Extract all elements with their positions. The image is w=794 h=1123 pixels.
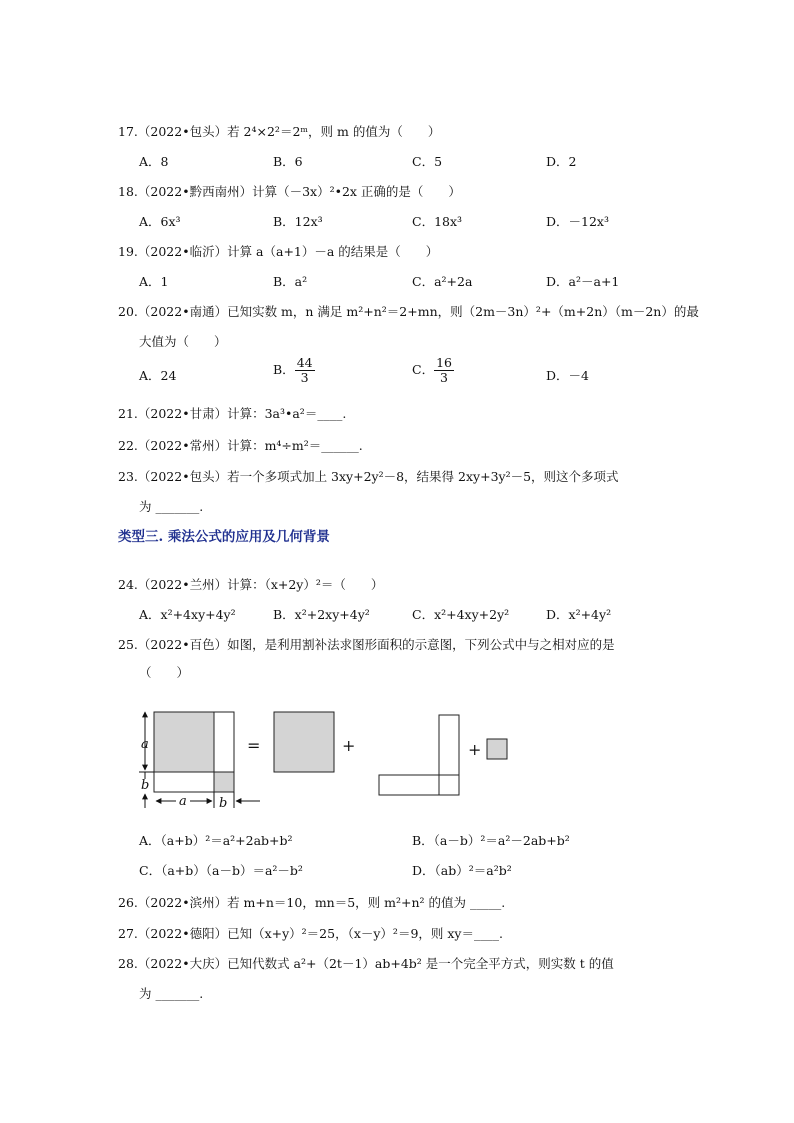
- q18-option-d[interactable]: D．－12x³: [546, 214, 609, 229]
- question-19-stem: 19.（2022•临沂）计算 a（a+1）－a 的结果是（ ）: [118, 244, 439, 259]
- label-a-vertical: a: [141, 737, 149, 752]
- q18-option-a[interactable]: A．6x³: [139, 214, 181, 229]
- strip-bottom: [154, 772, 214, 792]
- q19-option-a[interactable]: A．1: [139, 274, 169, 289]
- question-23-stem-line1: 23.（2022•包头）若一个多项式加上 3xy+2y²－8，结果得 2xy+3y²－5，则这个多项式: [118, 469, 619, 484]
- question-25-stem-line2: （ ）: [139, 665, 190, 680]
- q20-option-a[interactable]: A．24: [139, 368, 177, 383]
- q19-option-b[interactable]: B．a²: [273, 274, 308, 289]
- q25-option-d[interactable]: D．（ab）²＝a²b²: [412, 863, 512, 878]
- strip-corner: [439, 775, 459, 795]
- q18-option-c[interactable]: C．18x³: [412, 214, 463, 229]
- equals-sign: =: [247, 736, 261, 755]
- q25-option-c[interactable]: C．（a+b）（a－b）＝a²－b²: [139, 863, 303, 878]
- question-26-stem: 26.（2022•滨州）若 m+n＝10，mn＝5，则 m²+n² 的值为 _____.: [118, 895, 506, 910]
- question-24-stem: 24.（2022•兰州）计算：（x+2y）²＝（ ）: [118, 577, 384, 592]
- fraction-numerator: 44: [296, 355, 313, 370]
- q20-option-c-label: C．: [412, 361, 435, 377]
- fraction-denominator: 3: [440, 369, 448, 385]
- q25-option-a[interactable]: A．（a+b）²＝a²+2ab+b²: [139, 833, 293, 848]
- question-21-stem: 21.（2022•甘肃）计算：3a³•a²＝____.: [118, 406, 347, 421]
- q20-option-c[interactable]: [412, 356, 454, 385]
- question-28-stem-line2: 为 _______.: [139, 986, 204, 1001]
- q24-option-c[interactable]: C．x²+4xy+2y²: [412, 607, 510, 622]
- q19-option-c[interactable]: C．a²+2a: [412, 274, 473, 289]
- q24-option-b[interactable]: B．x²+2xy+4y²: [273, 607, 370, 622]
- q25-option-b[interactable]: B．（a－b）²＝a²－2ab+b²: [412, 833, 570, 848]
- q17-option-a[interactable]: A．8: [139, 154, 169, 169]
- q20-option-b-fraction: [295, 356, 315, 385]
- q20-option-b-label: B．: [273, 361, 295, 377]
- q20-option-b[interactable]: [273, 356, 315, 385]
- section-heading: 类型三. 乘法公式的应用及几何背景: [118, 529, 330, 545]
- q18-option-b[interactable]: B．12x³: [273, 214, 323, 229]
- q17-option-c[interactable]: C．5: [412, 154, 443, 169]
- question-23-stem-line2: 为 _______.: [139, 499, 204, 514]
- question-20-stem-line1: 20.（2022•南通）已知实数 m，n 满足 m²+n²＝2+mn，则（2m－3n）²+（m+2n）（m－2n）的最: [118, 304, 699, 319]
- strip-ab-horizontal: [379, 775, 439, 795]
- square-b: [214, 772, 234, 792]
- fraction-denominator: 3: [300, 369, 309, 385]
- plus-sign: +: [468, 740, 482, 759]
- square-a-squared: [274, 712, 334, 772]
- label-b-vertical: b: [141, 778, 150, 793]
- strip-right: [214, 712, 234, 772]
- question-17-stem: 17.（2022•包头）若 2⁴×2²＝2ᵐ，则 m 的值为（ ）: [118, 124, 441, 139]
- q19-option-d[interactable]: D．a²－a+1: [546, 274, 620, 289]
- q17-option-b[interactable]: B．6: [273, 154, 303, 169]
- q20-option-c-fraction: [434, 356, 454, 385]
- square-b-squared: [487, 739, 507, 759]
- question-20-stem-line2: 大值为（ ）: [139, 334, 227, 349]
- strip-ab-vertical: [439, 715, 459, 775]
- question-22-stem: 22.（2022•常州）计算：m⁴÷m²＝______.: [118, 438, 363, 453]
- plus-sign: +: [342, 736, 356, 755]
- label-a-horizontal: a: [179, 794, 187, 809]
- area-diagram: [130, 705, 530, 817]
- question-25-stem-line1: 25.（2022•百色）如图，是利用割补法求图形面积的示意图，下列公式中与之相对应的是: [118, 637, 615, 652]
- fraction-numerator: 16: [436, 355, 452, 370]
- question-27-stem: 27.（2022•德阳）已知（x+y）²＝25，（x－y）²＝9，则 xy＝____.: [118, 926, 503, 941]
- label-b-horizontal: b: [219, 796, 228, 811]
- question-28-stem-line1: 28.（2022•大庆）已知代数式 a²+（2t－1）ab+4b² 是一个完全平方式，则实数 t 的值: [118, 956, 614, 971]
- q24-option-a[interactable]: A．x²+4xy+4y²: [139, 607, 236, 622]
- question-18-stem: 18.（2022•黔西南州）计算（－3x）²•2x 正确的是（ ）: [118, 184, 461, 199]
- q17-option-d[interactable]: D．2: [546, 154, 577, 169]
- q20-option-d[interactable]: D．－4: [546, 368, 589, 383]
- q24-option-d[interactable]: D．x²+4y²: [546, 607, 612, 622]
- square-a: [154, 712, 214, 772]
